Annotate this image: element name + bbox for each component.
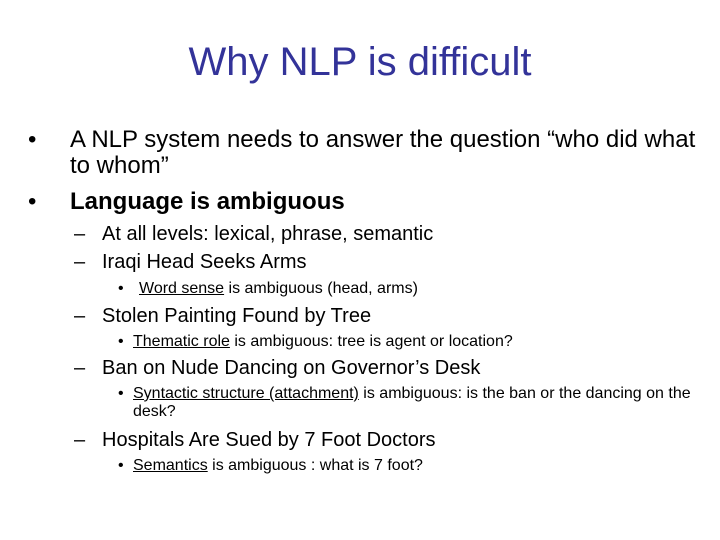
bullet-text: A NLP system needs to answer the question “who did what to whom” xyxy=(70,126,696,179)
dash-marker: – xyxy=(74,305,86,327)
bullet-marker: • xyxy=(118,280,124,297)
note-term: Thematic role xyxy=(133,333,230,350)
bullet-text: Language is ambiguous xyxy=(70,188,345,215)
dash-marker: – xyxy=(74,223,86,245)
note-rest: is ambiguous (head, arms) xyxy=(224,280,418,297)
bullet-marker: • xyxy=(118,457,124,474)
note-rest: is ambiguous : what is 7 foot? xyxy=(207,457,423,474)
note-text xyxy=(133,457,693,475)
dash-marker: – xyxy=(74,357,86,379)
subbullet-text: At all levels: lexical, phrase, semantic xyxy=(102,223,434,245)
note-rest: is ambiguous: is the ban or the dancing on the desk? xyxy=(133,385,691,420)
note-rest: is ambiguous: tree is agent or location? xyxy=(229,333,513,350)
note-text xyxy=(133,333,693,351)
note-term: Word sense xyxy=(139,280,225,297)
bullet-marker: • xyxy=(118,385,124,402)
slide-title: Why NLP is difficult xyxy=(188,40,532,84)
subbullet-text: Iraqi Head Seeks Arms xyxy=(102,251,307,273)
note-text xyxy=(133,385,693,421)
subbullet-text: Stolen Painting Found by Tree xyxy=(102,305,372,327)
bullet-marker: • xyxy=(28,126,37,153)
bullet-marker: • xyxy=(28,188,37,215)
note-term: Semantics xyxy=(133,457,208,474)
note-text xyxy=(133,280,693,298)
note-term: Syntactic structure (attachment) xyxy=(133,385,359,402)
dash-marker: – xyxy=(74,429,86,451)
bullet-marker: • xyxy=(118,333,124,350)
subbullet-text: Hospitals Are Sued by 7 Foot Doctors xyxy=(102,429,436,451)
dash-marker: – xyxy=(74,251,86,273)
subbullet-text: Ban on Nude Dancing on Governor’s Desk xyxy=(102,357,481,379)
